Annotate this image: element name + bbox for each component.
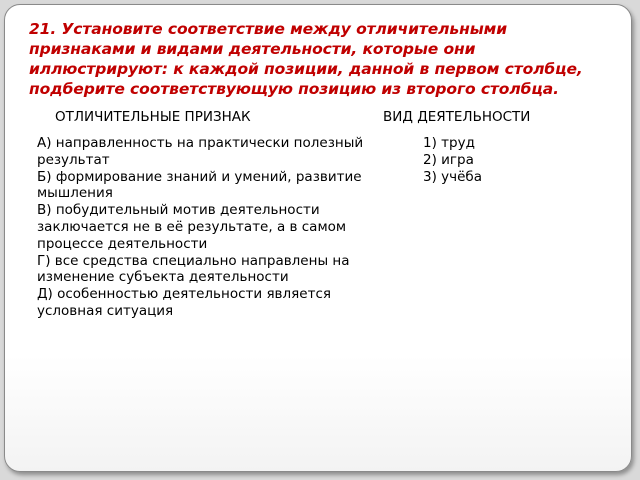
feature-item-a: А) направленность на практически полезный результат — [37, 135, 364, 168]
right-column-header: ВИД ДЕЯТЕЛЬНОСТИ — [383, 109, 531, 125]
feature-item-g: Г) все средства специально направлены на изменение субъекта деятельности — [37, 252, 350, 286]
slide — [4, 4, 632, 472]
feature-item-v: В) побудительный мотив деятельности заключается не в её результате, а в самом процессе деятельности — [37, 202, 347, 252]
left-column-header: ОТЛИЧИТЕЛЬНЫЕ ПРИЗНАК — [55, 109, 251, 125]
feature-item-b: Б) формирование знаний и умений, развитие мышления — [37, 168, 362, 202]
feature-item-d: Д) особенностью деятельности является условная ситуация — [37, 286, 331, 319]
activity-item-2: 2) игра — [423, 151, 474, 168]
activity-item-3: 3) учёба — [423, 168, 483, 185]
question-text: 21. Установите соответствие между отличительными признаками и видами деятельности, которые они иллюстрируют: к каждой позиции, данной в первом столбце, подберите соответствующую позицию из второго столбца. — [29, 20, 583, 98]
activities-list — [423, 135, 603, 185]
features-list — [37, 135, 393, 320]
activity-item-1: 1) труд — [423, 135, 475, 151]
